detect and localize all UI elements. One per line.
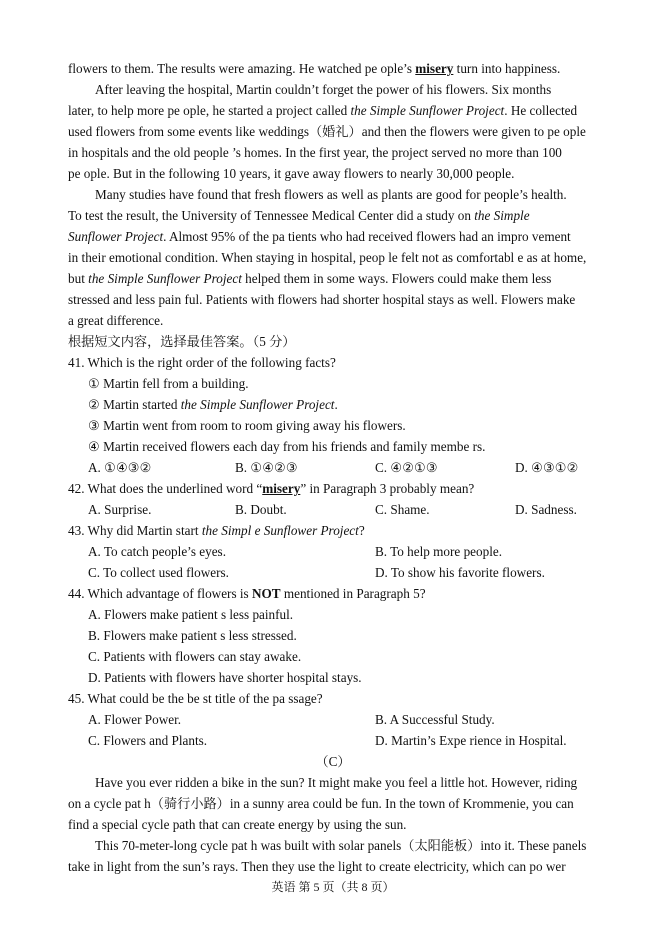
fact-1: ① Martin fell from a building.: [88, 376, 249, 391]
section-heading: （C）: [315, 754, 351, 769]
text-line: in their emotional condition. When staying in hospital, peop le felt not as comfortabl e as at home,: [68, 250, 587, 265]
option-b[interactable]: B. ①④②③: [235, 460, 298, 475]
option-c[interactable]: C. ④②①③: [375, 460, 438, 475]
text-line: a great difference.: [68, 313, 164, 328]
option-b[interactable]: B. Doubt.: [235, 502, 287, 517]
option-b[interactable]: B. To help more people.: [375, 544, 503, 559]
option-d[interactable]: D. Patients with flowers have shorter hospital stays.: [88, 670, 362, 685]
text-line: flowers to them. The results were amazing. He watched pe ople’s misery turn into happiness.: [68, 61, 561, 76]
text-line: find a special cycle path that can create energy by using the sun.: [68, 817, 407, 832]
option-c[interactable]: C. Shame.: [375, 502, 430, 517]
page-footer: 英语 第 5 页（共 8 页）: [271, 880, 395, 894]
fact-4: ④ Martin received flowers each day from his friends and family membe rs.: [88, 439, 486, 454]
question-43-stem: 43. Why did Martin start the Simpl e Sunflower Project?: [68, 523, 365, 538]
option-a[interactable]: A. To catch people’s eyes.: [88, 544, 226, 559]
instructions: 根据短文内容，选择最佳答案。（5 分）: [68, 334, 296, 349]
option-d[interactable]: D. Martin’s Expe rience in Hospital.: [375, 733, 567, 748]
text-line: To test the result, the University of Tennessee Medical Center did a study on the Simple: [68, 208, 530, 223]
option-c[interactable]: C. Patients with flowers can stay awake.: [88, 649, 302, 664]
option-a[interactable]: A. Flower Power.: [88, 712, 182, 727]
text-line: pe ople. But in the following 10 years, it gave away flowers to nearly 30,000 people.: [68, 166, 515, 181]
underlined-word: misery: [415, 61, 454, 76]
text-line: Have you ever ridden a bike in the sun? It might make you feel a little hot. However, riding: [95, 775, 578, 790]
text-line: Sunflower Project. Almost 95% of the pa tients who had received flowers had an impro vement: [68, 229, 571, 244]
text-line: After leaving the hospital, Martin couldn’t forget the power of his flowers. Six months: [95, 82, 552, 97]
text-line: later, to help more pe ople, he started a project called the Simple Sunflower Project. He collected: [68, 103, 578, 118]
fact-3: ③ Martin went from room to room giving away his flowers.: [88, 418, 406, 433]
text-line: Many studies have found that fresh flowers as well as plants are good for people’s health.: [95, 187, 567, 202]
option-d[interactable]: D. ④③①②: [515, 460, 579, 475]
option-c[interactable]: C. Flowers and Plants.: [88, 733, 208, 748]
text-line: stressed and less pain ful. Patients with flowers had shorter hospital stays as well. Flowers make: [68, 292, 576, 307]
option-d[interactable]: D. Sadness.: [515, 502, 577, 517]
text-line: but the Simple Sunflower Project helped them in some ways. Flowers could make them less: [68, 271, 552, 286]
option-d[interactable]: D. To show his favorite flowers.: [375, 565, 545, 580]
option-a[interactable]: A. ①④③②: [88, 460, 152, 475]
option-a[interactable]: A. Surprise.: [88, 502, 152, 517]
text-line: on a cycle pat h（骑行小路）in a sunny area could be fun. In the town of Krommenie, you can: [68, 796, 574, 811]
question-44-stem: 44. Which advantage of flowers is NOT mentioned in Paragraph 5?: [68, 586, 426, 601]
text-line: in hospitals and the old people ’s homes. In the first year, the project served no more than 100: [68, 145, 562, 160]
text-line: take in light from the sun’s rays. Then they use the light to create electricity, which can po wer: [68, 859, 566, 874]
fact-2: ② Martin started the Simple Sunflower Project.: [88, 397, 338, 412]
question-41-stem: 41. Which is the right order of the following facts?: [68, 355, 336, 370]
question-42-stem: 42. What does the underlined word “misery” in Paragraph 3 probably mean?: [68, 481, 475, 496]
text-line: used flowers from some events like weddings（婚礼）and then the flowers were given to pe ople: [68, 124, 586, 139]
text-line: This 70-meter-long cycle pat h was built with solar panels（太阳能板）into it. These panels: [95, 838, 587, 853]
option-c[interactable]: C. To collect used flowers.: [88, 565, 229, 580]
option-b[interactable]: B. A Successful Study.: [375, 712, 495, 727]
option-a[interactable]: A. Flowers make patient s less painful.: [88, 607, 294, 622]
option-b[interactable]: B. Flowers make patient s less stressed.: [88, 628, 297, 643]
question-45-stem: 45. What could be the be st title of the pa ssage?: [68, 691, 323, 706]
